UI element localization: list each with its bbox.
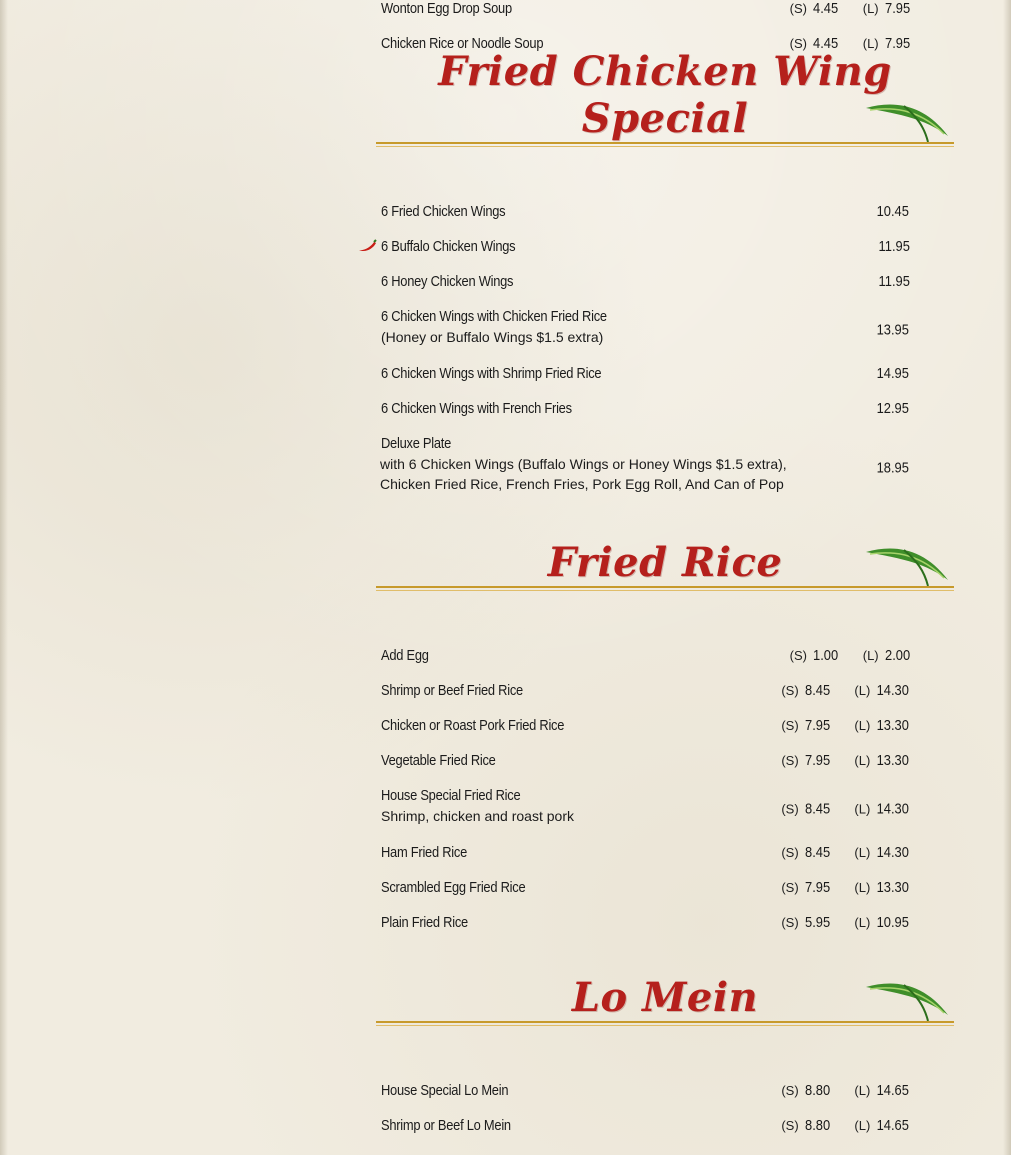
- size-small-label: (S): [781, 683, 799, 698]
- size-small-label: (S): [781, 915, 799, 930]
- menu-item: [381, 1117, 912, 1134]
- section-header-wings: [376, 48, 954, 146]
- menu-item: [381, 1082, 912, 1099]
- price-small: 7.95: [804, 717, 831, 734]
- item-price: [876, 273, 912, 290]
- size-large-label: (L): [854, 801, 871, 817]
- menu-item: [381, 0, 912, 17]
- item-description: with 6 Chicken Wings (Buffalo Wings or Honey Wings $1.5 extra),: [380, 456, 787, 472]
- menu-item: [381, 238, 912, 255]
- price-small: 4.45: [813, 35, 839, 52]
- price-small: 8.80: [804, 1117, 831, 1134]
- price: 18.95: [877, 459, 910, 477]
- price: 12.95: [877, 400, 910, 417]
- menu-item: [381, 717, 912, 734]
- item-price: [781, 914, 912, 931]
- item-price: [781, 879, 912, 896]
- price-small: 8.45: [804, 800, 831, 818]
- section-header-fried-rice: [376, 520, 954, 590]
- gold-rule-thin: [376, 1025, 954, 1026]
- menu-item: [381, 682, 912, 699]
- menu-item: [381, 400, 912, 417]
- item-price: [781, 717, 912, 734]
- menu-item: [381, 752, 912, 769]
- item-name: Wonton Egg Drop Soup: [381, 0, 512, 17]
- gold-rule: [376, 1021, 954, 1023]
- price-large: 14.30: [877, 682, 910, 699]
- price-large: 13.30: [877, 752, 910, 769]
- item-name: 6 Buffalo Chicken Wings: [381, 238, 516, 255]
- menu-item: [381, 879, 912, 896]
- price-small: 4.45: [813, 0, 839, 17]
- price: 13.95: [877, 321, 910, 339]
- size-large-label: (L): [854, 845, 871, 860]
- item-name: Deluxe Plate: [381, 435, 452, 452]
- size-large-label: (L): [854, 1118, 871, 1133]
- size-large-label: (L): [854, 683, 871, 698]
- menu-item: [381, 273, 912, 290]
- size-small-label: (S): [781, 1118, 799, 1133]
- item-description: (Honey or Buffalo Wings $1.5 extra): [381, 329, 604, 345]
- price-large: 10.95: [877, 914, 910, 931]
- item-name: Chicken Rice or Noodle Soup: [381, 35, 544, 52]
- price-large: 14.30: [877, 844, 910, 861]
- size-small-label: (S): [789, 648, 808, 663]
- menu-item: [381, 365, 912, 382]
- section-title: Fried Rice: [547, 539, 783, 586]
- price: 11.95: [878, 273, 910, 290]
- item-name: House Special Lo Mein: [381, 1082, 509, 1099]
- gold-rule: [376, 586, 954, 588]
- item-price: [781, 1082, 912, 1099]
- item-name: 6 Chicken Wings with Chicken Fried Rice: [381, 308, 607, 325]
- size-large-label: (L): [862, 648, 879, 663]
- size-small-label: (S): [781, 801, 799, 817]
- item-price: [781, 844, 912, 861]
- menu-item: [381, 435, 912, 501]
- item-price: [874, 400, 912, 417]
- section-title: Fried Chicken Wing Special: [438, 48, 892, 142]
- item-name: Shrimp or Beef Fried Rice: [381, 682, 523, 699]
- price-small: 7.95: [804, 752, 831, 769]
- item-description: Shrimp, chicken and roast pork: [381, 808, 574, 824]
- item-name: Plain Fried Rice: [381, 914, 468, 931]
- gold-rule-thin: [376, 146, 954, 147]
- item-price: [781, 801, 912, 818]
- item-price: [874, 365, 912, 382]
- size-small-label: (S): [789, 36, 808, 51]
- size-small-label: (S): [781, 1083, 799, 1098]
- size-small-label: (S): [781, 845, 799, 860]
- size-large-label: (L): [854, 1083, 871, 1098]
- menu-item: [381, 203, 912, 220]
- price-small: 5.95: [804, 914, 831, 931]
- price-large: 14.65: [877, 1117, 910, 1134]
- price: 11.95: [878, 238, 910, 255]
- size-small-label: (S): [781, 753, 799, 768]
- section-header-lo-mein: [376, 955, 954, 1025]
- item-price: [781, 1117, 912, 1134]
- item-name: 6 Fried Chicken Wings: [381, 203, 506, 220]
- price-large: 13.30: [877, 879, 910, 896]
- price-large: 14.65: [877, 1082, 910, 1099]
- item-price: [874, 322, 912, 339]
- item-name: Vegetable Fried Rice: [381, 752, 496, 769]
- size-large-label: (L): [862, 36, 879, 51]
- price-large: 7.95: [884, 0, 910, 17]
- item-price: [781, 752, 912, 769]
- bamboo-leaf-icon: [864, 975, 950, 1023]
- item-name: Scrambled Egg Fried Rice: [381, 879, 526, 896]
- item-name: 6 Chicken Wings with French Fries: [381, 400, 572, 417]
- bamboo-leaf-icon: [864, 540, 950, 588]
- item-price: [874, 203, 912, 220]
- size-large-label: (L): [862, 1, 879, 16]
- section-title: Lo Mein: [571, 974, 759, 1021]
- menu-item: [381, 914, 912, 931]
- gold-rule-thin: [376, 590, 954, 591]
- price-small: 8.45: [804, 844, 831, 861]
- item-name: House Special Fried Rice: [381, 787, 521, 804]
- size-large-label: (L): [854, 915, 871, 930]
- item-name: 6 Chicken Wings with Shrimp Fried Rice: [381, 365, 602, 382]
- item-price: [781, 682, 912, 699]
- menu-item: [381, 308, 912, 352]
- size-large-label: (L): [854, 880, 871, 895]
- price-large: 2.00: [884, 647, 910, 664]
- gold-rule: [376, 142, 954, 144]
- item-price: [790, 0, 912, 17]
- item-description-line2: Chicken Fried Rice, French Fries, Pork Egg Roll, And Can of Pop: [380, 476, 784, 492]
- item-name: Shrimp or Beef Lo Mein: [381, 1117, 511, 1134]
- price-small: 7.95: [804, 879, 831, 896]
- item-name: Chicken or Roast Pork Fried Rice: [381, 717, 565, 734]
- size-large-label: (L): [854, 718, 871, 733]
- price-small: 8.45: [804, 682, 831, 699]
- item-name: Add Egg: [381, 647, 429, 664]
- item-price: [790, 647, 912, 664]
- size-small-label: (S): [781, 880, 799, 895]
- item-price: [876, 238, 912, 255]
- menu-item: [381, 844, 912, 861]
- size-small-label: (S): [781, 718, 799, 733]
- price: 10.45: [877, 203, 910, 220]
- bamboo-leaf-icon: [864, 96, 950, 144]
- item-name: 6 Honey Chicken Wings: [381, 273, 514, 290]
- price-small: 8.80: [804, 1082, 831, 1099]
- price: 14.95: [877, 365, 910, 382]
- price-large: 13.30: [877, 717, 910, 734]
- size-small-label: (S): [789, 1, 808, 16]
- size-large-label: (L): [854, 753, 871, 768]
- item-name: Ham Fried Rice: [381, 844, 467, 861]
- price-small: 1.00: [813, 647, 839, 664]
- price-large: 7.95: [884, 35, 910, 52]
- menu-item: [381, 787, 912, 831]
- price-large: 14.30: [877, 800, 910, 818]
- menu-item: [381, 647, 912, 664]
- chili-pepper-icon: [357, 239, 377, 253]
- item-price: [874, 460, 912, 477]
